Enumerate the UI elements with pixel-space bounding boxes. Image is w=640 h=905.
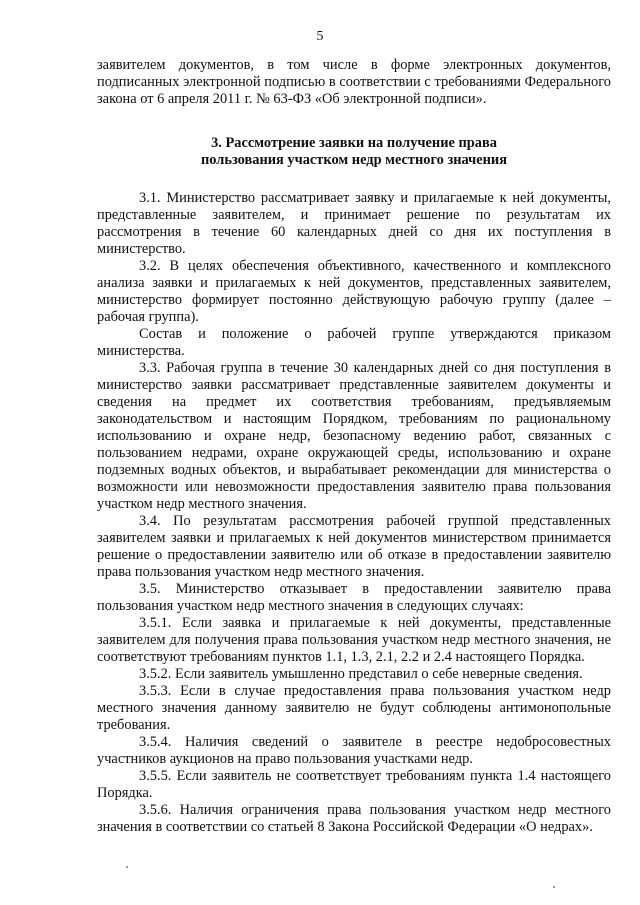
section-heading-line-1: 3. Рассмотрение заявки на получение права: [211, 135, 497, 151]
paragraph-3-5-2: 3.5.2. Если заявитель умышленно представил о себе неверные сведения.: [139, 666, 583, 682]
scan-speck: [553, 886, 555, 888]
paragraph-3-5: 3.5. Министерство отказывает в предоставлении заявителю права пользования участком недр местного значения в следующих случаях:: [97, 581, 611, 614]
paragraph-3-5-4: 3.5.4. Наличия сведений о заявителе в реестре недобросовестных участников аукционов на право пользования участками недр.: [97, 734, 611, 767]
paragraph-working-group: Состав и положение о рабочей группе утверждаются приказом министерства.: [97, 326, 611, 359]
intro-paragraph: заявителем документов, в том числе в форме электронных документов, подписанных электронной подписью в соответствии с требованиями Федерального закона от 6 апреля 2011 г. № 63-ФЗ «Об электронной подписи».: [97, 57, 611, 107]
page-content: [97, 57, 611, 836]
paragraph-3-1: 3.1. Министерство рассматривает заявку и прилагаемые к ней документы, представленные заявителем, и принимает решение по результатам их рассмотрения в течение 60 календарных дней со дня их поступления в министерство.: [97, 190, 611, 257]
section-heading-line-2: пользования участком недр местного значения: [200, 152, 508, 168]
paragraph-3-5-5: 3.5.5. Если заявитель не соответствует требованиям пункта 1.4 настоящего Порядка.: [97, 768, 611, 801]
scan-speck: [126, 866, 128, 868]
page-number: 5: [316, 29, 324, 44]
paragraph-3-5-1: 3.5.1. Если заявка и прилагаемые к ней документы, представленные заявителем для получения права пользования участком недр местного значения, не соответствуют требованиям пунктов 1.1, 1.3, 2.1, 2.2 и 2.4 настоящего Порядка.: [97, 615, 611, 665]
paragraph-3-3: 3.3. Рабочая группа в течение 30 календарных дней со дня поступления в министерство заявки рассматривает представленные заявителем документы и сведения на предмет их соответствия требованиям, предъявляемым законодательством и настоящим Порядком, требованиям по рациональному использованию и охране недр, безопасному ведению работ, связанных с пользованием недрами, охране окружающей среды, использованию и охране подземных водных объектов, и вырабатывает рекомендации для министерства о возможности или невозможности предоставления заявителю права пользования участком недр местного значения.: [97, 360, 611, 512]
paragraph-3-4: 3.4. По результатам рассмотрения рабочей группой представленных заявителем заявки и прилагаемых к ней документов министерством принимается решение о предоставлении заявителю или об отказе в предоставлении заявителю права пользования участком недр местного значения.: [97, 513, 611, 580]
section-heading: [97, 135, 611, 169]
paragraph-3-5-6: 3.5.6. Наличия ограничения права пользования участком недр местного значения в соответствии со статьей 8 Закона Российской Федерации «О недрах».: [97, 802, 611, 835]
paragraph-3-5-3: 3.5.3. Если в случае предоставления права пользования участком недр местного значения данному заявителю не будут соблюдены антимонопольные требования.: [97, 683, 611, 733]
paragraph-3-2: 3.2. В целях обеспечения объективного, качественного и комплексного анализа заявки и прилагаемых к ней документов, представленных заявителем, министерство формирует постоянно действующую рабочую группу (далее – рабочая группа).: [97, 258, 611, 325]
